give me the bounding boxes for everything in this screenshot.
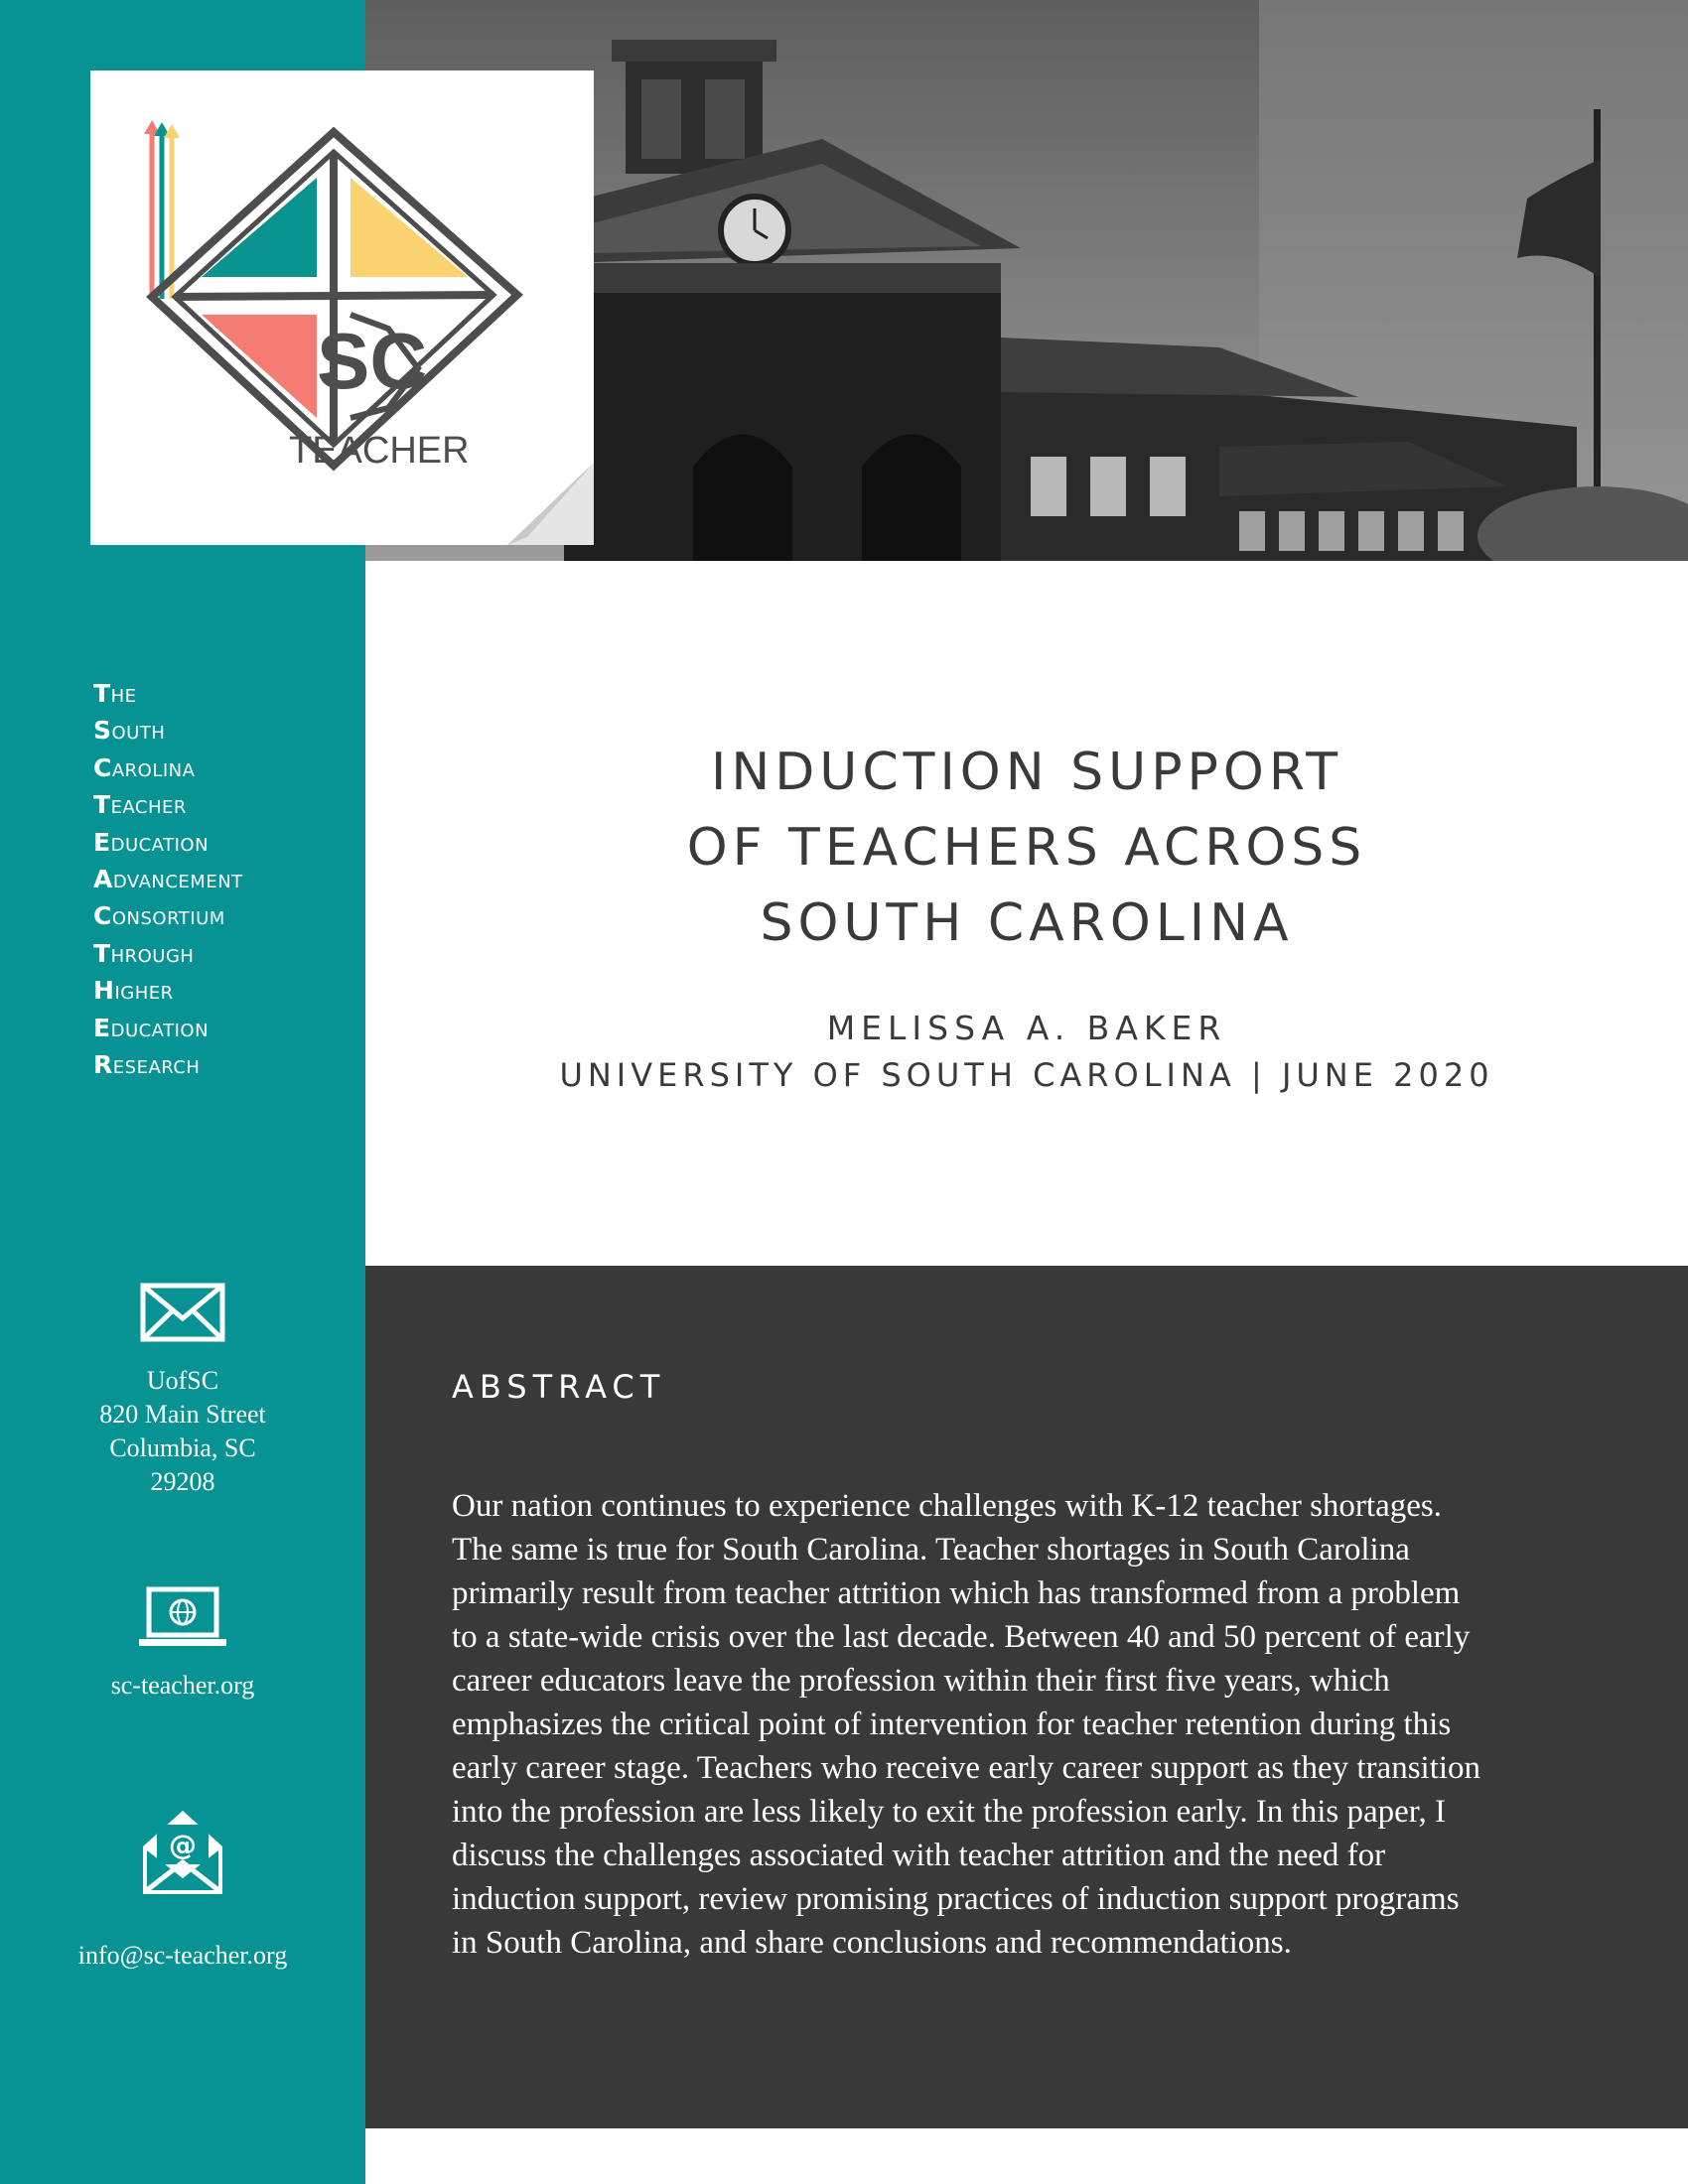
title-line: OF TEACHERS ACROSS xyxy=(686,818,1367,878)
abstract-line: primarily result from teacher attrition which has transformed from a problem xyxy=(452,1575,1461,1611)
logo-sc-text: SC xyxy=(317,317,428,405)
abstract-heading: ABSTRACT xyxy=(452,1368,666,1406)
acronym-line: Through xyxy=(93,938,195,968)
logo-teacher-text: TEACHER xyxy=(289,430,470,472)
acronym-line: Consortium xyxy=(93,901,225,931)
abstract-line: emphasizes the critical point of intervention for teacher retention during this xyxy=(452,1706,1452,1742)
acronym-line: Education xyxy=(93,827,210,857)
open-envelope-at-icon xyxy=(0,1807,365,1903)
address-line: 820 Main Street xyxy=(99,1400,266,1429)
abstract-line: The same is true for South Carolina. Teacher shortages in South Carolina xyxy=(452,1532,1410,1568)
logo xyxy=(90,70,594,545)
abstract-line: Our nation continues to experience challenges with K-12 teacher shortages. xyxy=(452,1488,1442,1524)
acronym-line: Advancement xyxy=(93,865,243,894)
acronym-line: Research xyxy=(93,1050,201,1080)
acronym-list xyxy=(93,675,243,1083)
acronym-line: The xyxy=(93,679,137,708)
laptop-globe-icon xyxy=(0,1586,365,1653)
acronym-line: South xyxy=(93,716,166,746)
acronym-line: Teacher xyxy=(93,790,187,820)
svg-text:@: @ xyxy=(169,1829,197,1861)
address-line: 29208 xyxy=(150,1467,215,1496)
affiliation-date: UNIVERSITY OF SOUTH CAROLINA | JUNE 2020 xyxy=(559,1056,1494,1094)
website-link[interactable]: sc-teacher.org xyxy=(110,1671,255,1700)
abstract-line: into the profession are less likely to exit the profession early. In this paper, I xyxy=(452,1794,1446,1830)
acronym-line: Carolina xyxy=(93,752,196,782)
abstract-line: induction support, review promising practices of induction support programs xyxy=(452,1881,1460,1917)
acronym-line: Higher xyxy=(93,976,174,1006)
abstract-line: career educators leave the profession within their first five years, which xyxy=(452,1663,1390,1699)
abstract-line: discuss the challenges associated with teacher attrition and the need for xyxy=(452,1838,1386,1873)
abstract-line: early career stage. Teachers who receive early career support as they transition xyxy=(452,1750,1481,1786)
document-title xyxy=(365,735,1688,961)
author-name: MELISSA A. BAKER xyxy=(826,1009,1227,1047)
address-block xyxy=(0,1364,365,1499)
envelope-icon xyxy=(0,1283,365,1347)
abstract-body xyxy=(452,1484,1623,1965)
address-line: UofSC xyxy=(146,1366,219,1395)
abstract-line: in South Carolina, and share conclusions and recommendations. xyxy=(452,1925,1292,1961)
abstract-line: to a state-wide crisis over the last decade. Between 40 and 50 percent of early xyxy=(452,1619,1471,1655)
title-line: SOUTH CAROLINA xyxy=(760,893,1294,953)
email-link[interactable]: info@sc-teacher.org xyxy=(77,1941,288,1970)
title-line: INDUCTION SUPPORT xyxy=(711,743,1342,802)
acronym-line: Education xyxy=(93,1013,210,1042)
address-line: Columbia, SC xyxy=(109,1433,256,1462)
